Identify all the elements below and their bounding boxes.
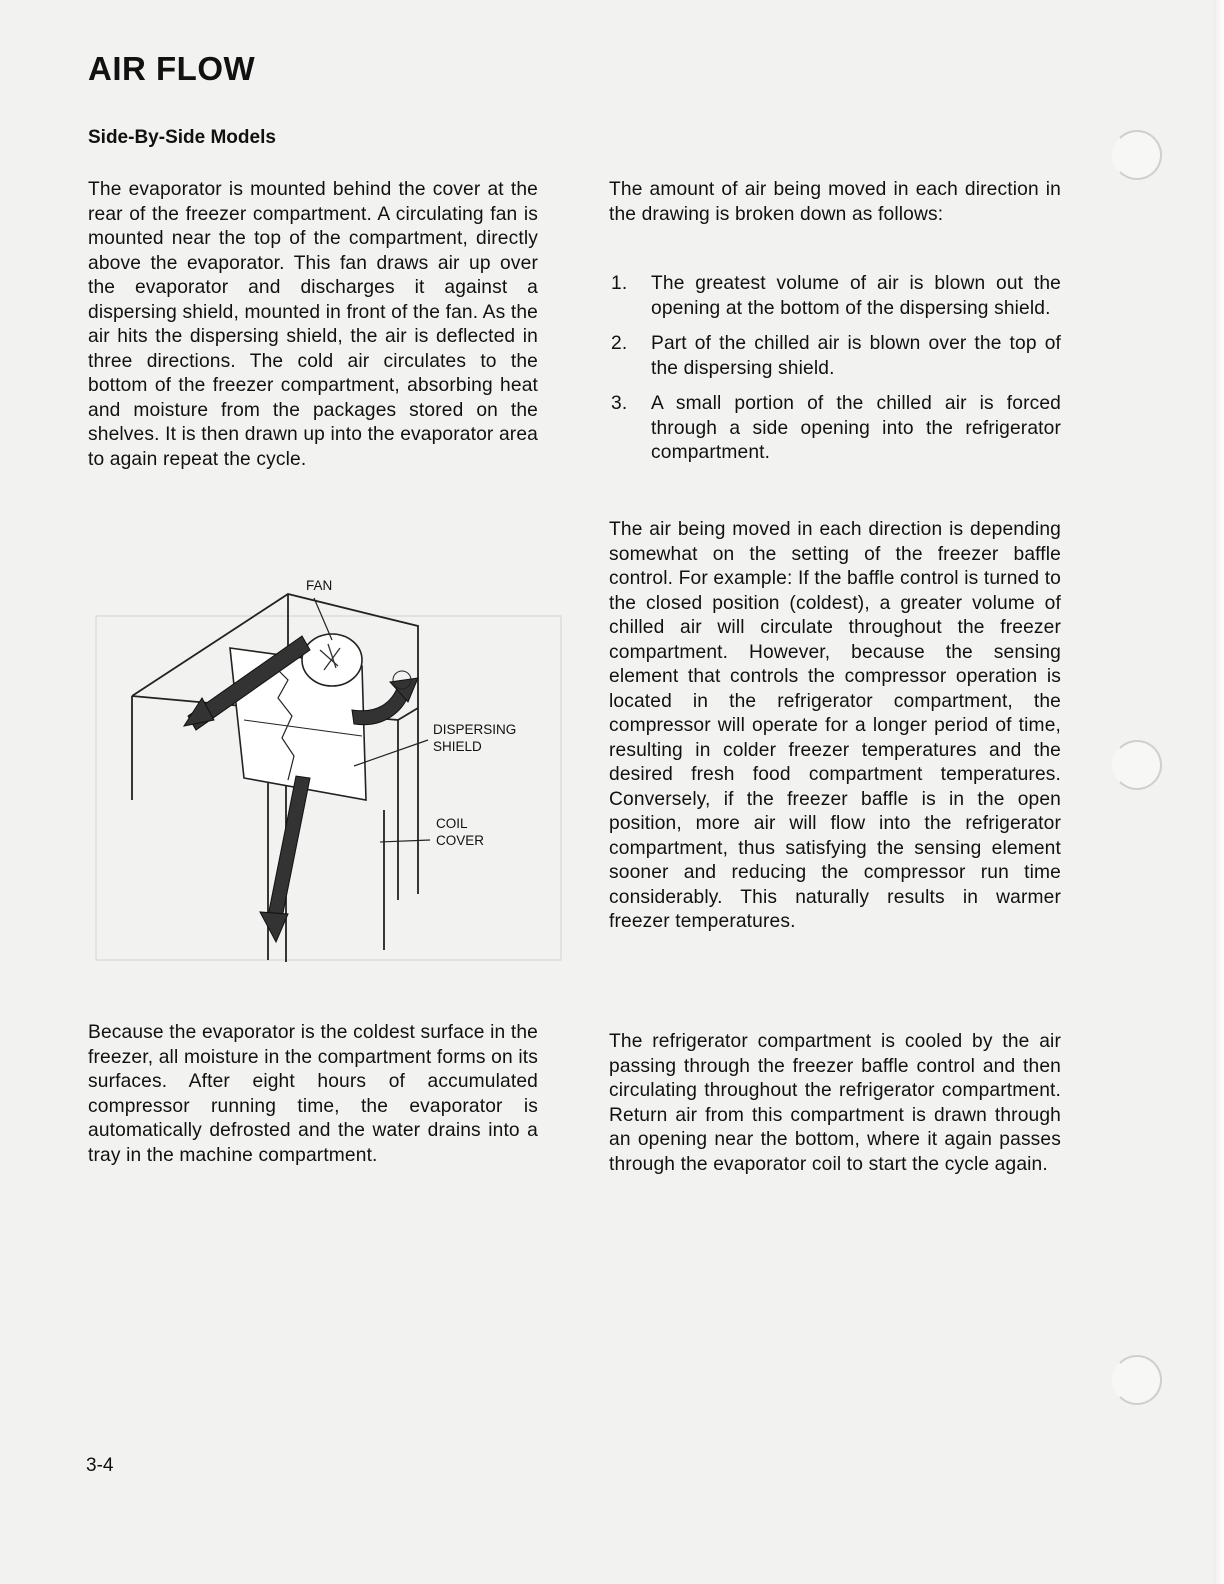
- coil-cover-label: COIL: [436, 816, 468, 831]
- fan-icon: [302, 634, 362, 686]
- page-edge: [1214, 0, 1224, 1584]
- page-number: 3-4: [86, 1455, 114, 1476]
- refrigerator-paragraph: The refrigerator compartment is cooled by the air passing through the freezer baffle control and then circulating throughout the refrigerator compartment. Return air from this compartment is drawn through an opening near the bottom, where it again passes through the evaporator coil to start the cycle again.: [609, 1031, 1061, 1175]
- fan-label: FAN: [306, 578, 333, 593]
- page-title: AIR FLOW: [88, 50, 256, 87]
- airflow-diagram: [92, 570, 562, 990]
- dispersing-shield-label: DISPERSING: [433, 722, 517, 737]
- section-subtitle: Side-By-Side Models: [88, 127, 276, 148]
- evaporator-paragraph: The evaporator is mounted behind the cover at the rear of the freezer compartment. A circulating fan is mounted near the top of the compartment, directly above the evaporator. This fan draws air up over the evaporator and discharges it against a dispersing shield, mounted in front of the fan. As the air hits the dispersing shield, the air is deflected in three directions. The cold air circulates to the bottom of the freezer compartment, absorbing heat and moisture from the packages stored on the shelves. It is then drawn up into the evaporator area to again repeat the cycle.: [88, 179, 538, 470]
- binder-hole: [1112, 740, 1162, 790]
- list-item-text: A small portion of the chilled air is forced through a side opening into the refrigerator compartment.: [651, 393, 1061, 463]
- list-item: [611, 272, 1061, 321]
- list-item-number: 1.: [611, 273, 628, 294]
- baffle-control-paragraph: The air being moved in each direction is depending somewhat on the setting of the freezer baffle control. For example: If the baffle control is turned to the closed position (coldest), a greater volume of chilled air will circulate throughout the freezer compartment. However, because the sensing element that controls the compressor operation is located in the refrigerator compartment, the compressor will operate for a longer period of time, resulting in colder freezer temperatures and the desired fresh food compartment temperatures. Conversely, if the freezer baffle is in the open position, more air will flow into the refrigerator compartment, thus satisfying the sensing element sooner and reducing the compressor run time considerably. This naturally results in warmer freezer temperatures.: [609, 519, 1061, 932]
- airflow-intro-paragraph: The amount of air being moved in each direction in the drawing is broken down as follows:: [609, 179, 1061, 225]
- list-item-text: The greatest volume of air is blown out the opening at the bottom of the dispersing shield.: [651, 273, 1061, 319]
- list-item: [611, 332, 1061, 381]
- defrost-paragraph: Because the evaporator is the coldest surface in the freezer, all moisture in the compartment forms on its surfaces. After eight hours of accumulated compressor running time, the evaporator is automatically defrosted and the water drains into a tray in the machine compartment.: [88, 1022, 538, 1166]
- list-item-text: Part of the chilled air is blown over the top of the dispersing shield.: [651, 333, 1061, 379]
- binder-hole: [1112, 1355, 1162, 1405]
- list-item-number: 2.: [611, 333, 628, 354]
- binder-hole: [1112, 130, 1162, 180]
- airflow-diagram-svg: [92, 570, 562, 990]
- coil-cover-label: COVER: [436, 833, 485, 848]
- airflow-list: [611, 272, 1061, 477]
- dispersing-shield-label: SHIELD: [433, 739, 482, 754]
- list-item: [611, 392, 1061, 466]
- list-item-number: 3.: [611, 393, 628, 414]
